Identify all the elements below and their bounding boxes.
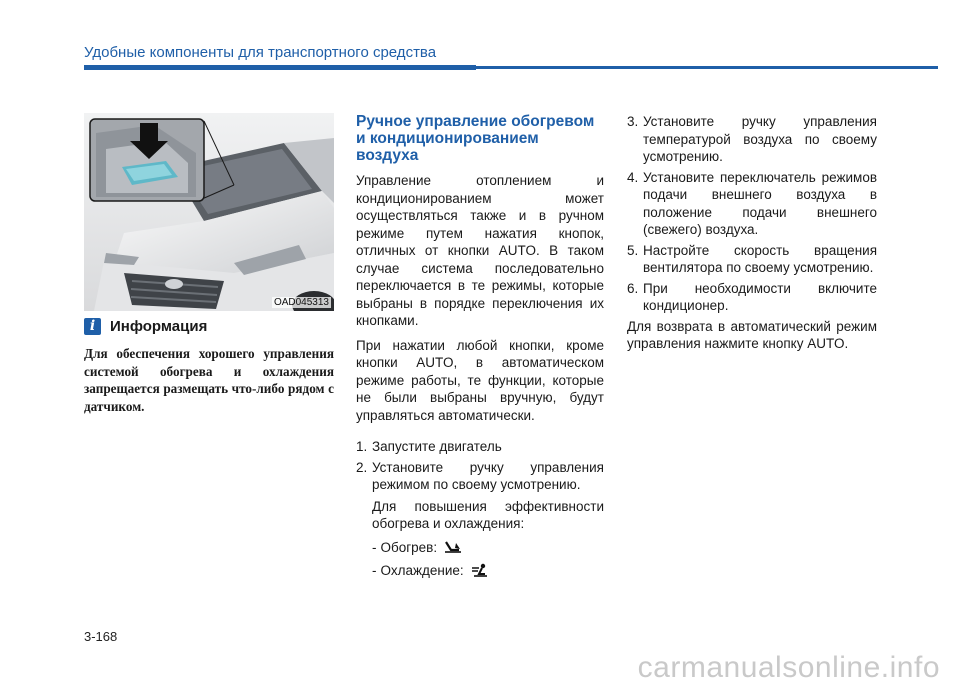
- step-number: 5.: [627, 242, 639, 258]
- cool-mode-label: Охлаждение:: [380, 563, 464, 578]
- step-number: 2.: [356, 459, 368, 475]
- step-text: Настройте скорость вращения вентилятора по своему усмотрению.: [643, 242, 877, 275]
- step-item: [356, 459, 604, 494]
- watermark: carmanualsonline.info: [637, 651, 940, 684]
- heat-mode-line: [356, 539, 604, 557]
- step-text: При необходимости включите кондиционер.: [643, 280, 877, 313]
- step-number: 6.: [627, 280, 639, 296]
- header-title: Удобные компоненты для транспортного средства: [84, 44, 437, 61]
- face-floor-cool-mode-icon: [470, 563, 490, 579]
- step-item: [627, 280, 877, 315]
- floor-heat-mode-icon: [443, 539, 463, 555]
- closing-text: Для возврата в автоматический режим управления нажмите кнопку AUTO.: [627, 318, 877, 351]
- steps-continued: [627, 113, 877, 360]
- step-number: 4.: [627, 169, 639, 185]
- step-item: [356, 438, 604, 456]
- info-heading: [84, 318, 207, 335]
- step-number: 1.: [356, 439, 368, 454]
- info-icon: i: [84, 318, 101, 335]
- steps-list: [356, 438, 604, 580]
- cool-mode-line: [356, 562, 604, 580]
- manual-control-section: [356, 113, 604, 580]
- paragraph-2: При нажатии любой кнопки, кроме кнопки AUTO, в автоматическом режиме работы, те функции, которые не были выбраны вручную, будут управляться автоматически.: [356, 337, 604, 423]
- info-title: Информация: [110, 318, 208, 335]
- car-sensor-figure: [84, 113, 334, 311]
- step-text: Установите ручку управления режимом по своему усмотрению.: [372, 459, 604, 492]
- dash: -: [372, 563, 377, 578]
- step-2-note: Для повышения эффективности обогрева и охлаждения:: [372, 498, 604, 531]
- car-illustration: [84, 113, 334, 311]
- section-title: Ручное управление обогревом и кондиционированием воздуха: [356, 113, 595, 164]
- step-text: Установите ручку управления температурой воздуха по своему усмотрению.: [643, 114, 877, 164]
- figure-code: OAD045313: [273, 297, 329, 308]
- info-text: Для обеспечения хорошего управления системой обогрева и охлаждения запрещается размещать что-либо рядом с датчиком.: [84, 346, 334, 414]
- step-item: [627, 113, 877, 166]
- step-item: [627, 242, 877, 277]
- paragraph-1: Управление отоплением и кондиционированием может осуществляться также и в ручном режиме путем нажатия кнопок, отличных от кнопки AUTO. В таком случае система последовательно переключается в те режимы, которые выбраны в порядке переключения их кнопками.: [356, 173, 604, 328]
- heat-mode-label: Обогрев:: [380, 539, 438, 555]
- step-number: 3.: [627, 114, 639, 129]
- dash: -: [372, 539, 377, 555]
- header-rule: [84, 66, 938, 69]
- step-item: [627, 169, 877, 239]
- page-number: 3-168: [84, 629, 118, 644]
- step-text: Запустите двигатель: [372, 439, 502, 454]
- step-text: Установите переключатель режимов подачи внешнего воздуха в положение подачи внешнего (свежего) воздуха.: [643, 169, 877, 237]
